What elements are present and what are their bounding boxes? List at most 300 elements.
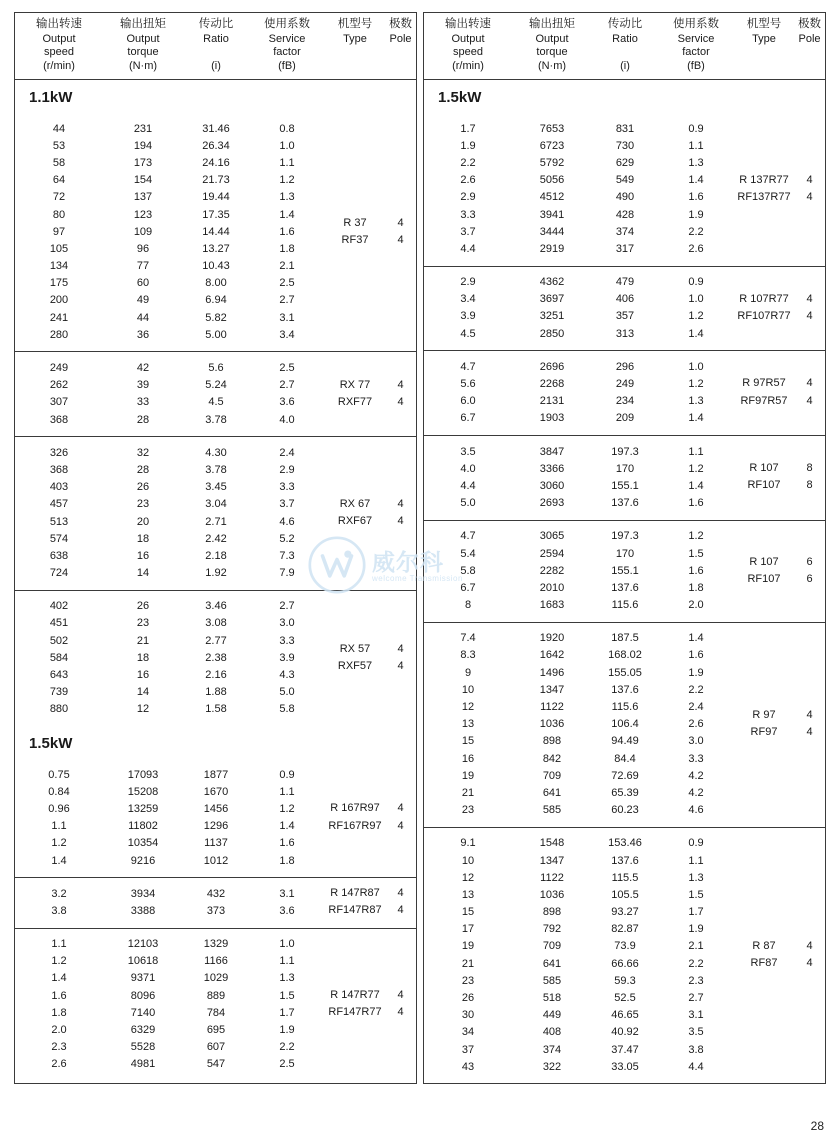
- column-header-cn: 输出转速: [36, 18, 82, 30]
- model-type: R 147R77: [330, 989, 380, 1002]
- block-spacer: [424, 427, 825, 435]
- cell-output-speed: 7.4: [460, 632, 476, 645]
- cell-service-factor: 2.5: [279, 362, 295, 375]
- column-header-en-2: [325, 46, 385, 60]
- cell-service-factor: 7.9: [279, 567, 295, 580]
- pole-count: 4: [397, 819, 404, 832]
- cell-ratio: 1012: [203, 854, 229, 867]
- cell-ratio: 24.16: [202, 156, 230, 169]
- pole-values: [385, 987, 416, 1021]
- cell-output-speed: 19: [461, 769, 475, 782]
- cell-output-speed: 3.9: [460, 310, 476, 323]
- cell-service-factor: 1.3: [688, 395, 704, 408]
- column-header-6: [794, 18, 825, 73]
- cell-ratio: 3.08: [205, 617, 227, 630]
- type-values: [734, 938, 794, 972]
- cell-output-speed: 2.6: [460, 174, 476, 187]
- cell-ratio: 1670: [203, 785, 229, 798]
- cell-output-torque: 23: [136, 617, 150, 630]
- cell-output-speed: 13: [461, 888, 475, 901]
- column-header-en-3: (N·m): [128, 59, 158, 72]
- cell-output-speed: 249: [49, 362, 69, 375]
- cell-ratio: 82.87: [611, 923, 639, 936]
- cell-service-factor: 1.9: [688, 666, 704, 679]
- cell-service-factor: 1.9: [688, 923, 704, 936]
- cell-output-torque: 14: [136, 686, 150, 699]
- cell-output-speed: 368: [49, 463, 69, 476]
- cell-output-speed: 739: [49, 686, 69, 699]
- type-block: [424, 350, 825, 435]
- cell-service-factor: 1.2: [688, 530, 704, 543]
- cell-output-torque: 3444: [539, 225, 565, 238]
- cell-service-factor: 1.3: [279, 191, 295, 204]
- type-pole-lines: [325, 215, 416, 249]
- cell-output-speed: 451: [49, 617, 69, 630]
- watermark-brand: 威尔科: [372, 549, 444, 575]
- cell-service-factor: 4.4: [688, 1060, 704, 1073]
- pole-count: 4: [397, 514, 404, 527]
- column-header-4: [249, 18, 325, 73]
- cell-service-factor: 1.0: [688, 360, 704, 373]
- cell-ratio: 31.46: [202, 122, 230, 135]
- cell-output-speed: 2.9: [460, 191, 476, 204]
- column-header-cn: 传动比: [607, 18, 643, 30]
- type-pole-group: [325, 444, 416, 582]
- cell-service-factor: 2.7: [279, 294, 295, 307]
- cell-ratio: 65.39: [611, 786, 639, 799]
- cell-output-torque: 42: [136, 362, 150, 375]
- model-type: R 137R77: [739, 173, 789, 186]
- cell-service-factor: 3.6: [279, 396, 295, 409]
- column-header-2: [103, 18, 183, 73]
- cell-service-factor: 3.0: [279, 617, 295, 630]
- cell-ratio: 1456: [203, 802, 229, 815]
- type-values: [325, 377, 385, 411]
- block-spacer: [15, 352, 416, 359]
- cell-service-factor: 2.5: [279, 277, 295, 290]
- watermark-tagline: welcome Transmission: [372, 574, 463, 583]
- column-header-en-2: speed: [44, 46, 74, 58]
- type-pole-group: [734, 630, 825, 819]
- cell-output-torque: 9371: [130, 972, 156, 985]
- cell-service-factor: 3.3: [279, 481, 295, 494]
- cell-output-speed: 12: [461, 871, 475, 884]
- cell-service-factor: 2.1: [688, 940, 704, 953]
- block-spacer: [424, 512, 825, 520]
- cell-output-torque: 842: [542, 752, 562, 765]
- cell-service-factor: 1.5: [688, 547, 704, 560]
- cell-service-factor: 4.2: [688, 769, 704, 782]
- cell-output-torque: 641: [542, 786, 562, 799]
- type-block: [15, 928, 416, 1082]
- column-header-en-2: [385, 46, 416, 60]
- type-pole-group: [734, 835, 825, 1076]
- cell-service-factor: 1.0: [279, 938, 295, 951]
- cell-output-torque: 3060: [539, 479, 565, 492]
- column-header-en-1: Type: [752, 32, 776, 45]
- cell-ratio: 2.16: [205, 669, 227, 682]
- cell-output-torque: 4362: [539, 276, 565, 289]
- model-type: RXF67: [337, 514, 373, 527]
- pole-count: 4: [806, 309, 813, 322]
- cell-ratio: 93.27: [611, 906, 639, 919]
- pole-values: [794, 554, 825, 588]
- cell-ratio: 1029: [203, 972, 229, 985]
- column-header-en-1: Pole: [389, 32, 412, 45]
- cell-service-factor: 1.2: [688, 310, 704, 323]
- pole-count: 4: [806, 292, 813, 305]
- cell-output-speed: 30: [461, 1009, 475, 1022]
- column-header-en-3: (N·m): [537, 59, 567, 72]
- cell-output-torque: 16: [136, 669, 150, 682]
- cell-ratio: 73.9: [614, 940, 636, 953]
- cell-service-factor: 4.6: [688, 804, 704, 817]
- pole-count: 4: [397, 659, 404, 672]
- cell-ratio: 374: [615, 225, 635, 238]
- type-pole-group: [325, 936, 416, 1074]
- rows-group: [424, 274, 825, 343]
- pole-count: 4: [397, 395, 404, 408]
- cell-service-factor: 5.0: [279, 686, 295, 699]
- cell-ratio: 296: [615, 360, 635, 373]
- cell-service-factor: 1.3: [688, 871, 704, 884]
- cell-output-speed: 15: [461, 735, 475, 748]
- cell-output-torque: 4512: [539, 191, 565, 204]
- cell-ratio: 831: [615, 122, 635, 135]
- cell-output-torque: 518: [542, 992, 562, 1005]
- block-spacer: [424, 521, 825, 528]
- cell-service-factor: 2.3: [688, 974, 704, 987]
- cell-output-torque: 2282: [539, 564, 565, 577]
- block-spacer: [424, 113, 825, 120]
- pole-count: 4: [806, 709, 813, 722]
- cell-output-speed: 26: [461, 992, 475, 1005]
- block-spacer: [15, 759, 416, 766]
- pole-count: 4: [806, 394, 813, 407]
- model-type: RX 77: [339, 378, 371, 391]
- cell-service-factor: 1.6: [688, 191, 704, 204]
- cell-output-speed: 513: [49, 515, 69, 528]
- cell-output-speed: 6.7: [460, 581, 476, 594]
- cell-service-factor: 2.7: [688, 992, 704, 1005]
- model-type: RF87: [750, 957, 778, 970]
- cell-ratio: 607: [206, 1041, 226, 1054]
- cell-service-factor: 1.4: [688, 632, 704, 645]
- cell-service-factor: 1.4: [688, 174, 704, 187]
- type-pole-lines: [734, 707, 825, 741]
- cell-output-torque: 1683: [539, 599, 565, 612]
- cell-ratio: 8.00: [205, 277, 227, 290]
- cell-output-torque: 322: [542, 1060, 562, 1073]
- cell-service-factor: 1.7: [279, 1006, 295, 1019]
- cell-output-speed: 53: [52, 139, 66, 152]
- cell-output-torque: 585: [542, 974, 562, 987]
- cell-output-torque: 1036: [539, 888, 565, 901]
- column-header-en-3: (fB): [687, 59, 705, 72]
- cell-ratio: 428: [615, 208, 635, 221]
- cell-service-factor: 1.0: [279, 139, 295, 152]
- block-spacer: [15, 591, 416, 598]
- cell-output-speed: 280: [49, 328, 69, 341]
- cell-output-speed: 1.9: [460, 139, 476, 152]
- cell-ratio: 37.47: [611, 1043, 639, 1056]
- cell-output-speed: 2.3: [51, 1041, 67, 1054]
- cell-output-torque: 10354: [127, 837, 159, 850]
- cell-output-speed: 3.8: [51, 904, 67, 917]
- cell-output-speed: 13: [461, 718, 475, 731]
- cell-ratio: 1137: [204, 837, 228, 850]
- pole-values: [794, 375, 825, 409]
- cell-service-factor: 1.6: [688, 564, 704, 577]
- column-header-4: [658, 18, 734, 73]
- cell-ratio: 2.42: [205, 532, 227, 545]
- model-type: RXF77: [337, 395, 373, 408]
- column-header-cn: 机型号: [746, 18, 782, 30]
- cell-ratio: 155.1: [611, 479, 639, 492]
- type-pole-group: [734, 120, 825, 258]
- cell-output-torque: 585: [542, 804, 562, 817]
- cell-output-speed: 307: [49, 396, 69, 409]
- block-spacer: [424, 267, 825, 274]
- cell-ratio: 66.66: [611, 957, 639, 970]
- cell-ratio: 3.04: [205, 498, 227, 511]
- cell-output-torque: 2010: [539, 581, 565, 594]
- pole-count: 6: [806, 555, 813, 568]
- cell-service-factor: 1.6: [688, 649, 704, 662]
- cell-ratio: 115.6: [611, 599, 639, 612]
- column-header-en-3: [734, 60, 794, 74]
- column-header-6: [385, 18, 416, 73]
- pole-values: [794, 460, 825, 494]
- cell-service-factor: 2.2: [279, 1041, 295, 1054]
- type-pole-lines: [325, 641, 416, 675]
- cell-service-factor: 1.6: [279, 225, 295, 238]
- type-values: [734, 460, 794, 494]
- cell-service-factor: 1.3: [279, 972, 295, 985]
- column-header-3: [592, 18, 658, 73]
- type-pole-group: [734, 528, 825, 614]
- cell-service-factor: 0.8: [279, 122, 295, 135]
- cell-output-speed: 16: [461, 752, 475, 765]
- cell-output-speed: 6.0: [460, 395, 476, 408]
- column-header-en-2: torque: [536, 46, 568, 58]
- cell-output-speed: 19: [461, 940, 475, 953]
- type-pole-lines: [734, 375, 825, 409]
- type-pole-lines: [734, 172, 825, 206]
- cell-output-torque: 123: [133, 208, 153, 221]
- block-spacer: [424, 258, 825, 266]
- column-header-cn: 使用系数: [264, 18, 310, 30]
- table-header-left: [15, 13, 416, 80]
- cell-service-factor: 1.1: [688, 854, 704, 867]
- cell-output-torque: 898: [542, 906, 562, 919]
- cell-service-factor: 1.1: [688, 139, 704, 152]
- cell-service-factor: 3.1: [279, 311, 295, 324]
- type-block: [424, 827, 825, 1084]
- type-pole-lines: [325, 885, 416, 919]
- table-header-right: [424, 13, 825, 80]
- model-type: R 107: [749, 462, 779, 475]
- cell-output-speed: 5.6: [460, 378, 476, 391]
- cell-ratio: 432: [206, 887, 226, 900]
- cell-output-torque: 2693: [539, 497, 565, 510]
- cell-output-speed: 2.2: [460, 156, 476, 169]
- cell-service-factor: 7.3: [279, 549, 295, 562]
- cell-ratio: 1166: [204, 955, 228, 968]
- cell-output-torque: 6723: [539, 139, 565, 152]
- block-spacer: [15, 437, 416, 444]
- model-type: RF137R77: [737, 190, 791, 203]
- cell-ratio: 5.24: [205, 379, 227, 392]
- cell-output-torque: 11802: [128, 820, 158, 833]
- cell-output-speed: 724: [49, 567, 69, 580]
- type-pole-group: [325, 598, 416, 718]
- cell-ratio: 1.92: [205, 567, 227, 580]
- cell-output-torque: 2850: [539, 327, 565, 340]
- cell-output-speed: 402: [49, 600, 69, 613]
- type-values: [325, 496, 385, 530]
- cell-ratio: 106.4: [611, 718, 639, 731]
- cell-ratio: 168.02: [608, 649, 642, 662]
- cell-output-speed: 368: [49, 413, 69, 426]
- block-spacer: [424, 819, 825, 827]
- block-spacer: [15, 920, 416, 928]
- cell-service-factor: 2.9: [279, 463, 295, 476]
- cell-ratio: 94.49: [611, 735, 639, 748]
- cell-output-torque: 5056: [539, 174, 565, 187]
- column-header-en-1: Pole: [798, 32, 821, 45]
- type-block: [15, 436, 416, 590]
- cell-output-torque: 4981: [130, 1058, 156, 1071]
- column-header-5: [325, 18, 385, 73]
- cell-output-speed: 326: [49, 446, 69, 459]
- cell-output-speed: 5.0: [460, 497, 476, 510]
- pole-count: 8: [806, 462, 813, 475]
- type-block: [424, 435, 825, 520]
- cell-output-torque: 1347: [539, 683, 565, 696]
- block-spacer: [15, 929, 416, 936]
- cell-service-factor: 1.8: [279, 242, 295, 255]
- block-spacer: [424, 1075, 825, 1083]
- cell-output-torque: 9216: [130, 854, 156, 867]
- pole-values: [385, 215, 416, 249]
- cell-ratio: 197.3: [611, 445, 639, 458]
- cell-ratio: 2.71: [205, 515, 227, 528]
- type-pole-group: [325, 359, 416, 428]
- cell-output-torque: 36: [136, 328, 150, 341]
- cell-output-torque: 23: [136, 498, 150, 511]
- cell-service-factor: 1.1: [279, 955, 295, 968]
- cell-output-speed: 1.1: [51, 820, 67, 833]
- cell-output-torque: 1496: [539, 666, 565, 679]
- page-number: 28: [810, 1119, 824, 1133]
- cell-service-factor: 1.8: [279, 854, 295, 867]
- cell-service-factor: 1.6: [279, 837, 295, 850]
- block-spacer: [15, 113, 416, 120]
- cell-service-factor: 5.8: [279, 703, 295, 716]
- rows-group: [424, 835, 825, 1076]
- cell-output-torque: 3251: [539, 310, 565, 323]
- cell-output-torque: 1920: [539, 632, 565, 645]
- cell-ratio: 3.78: [205, 413, 227, 426]
- cell-service-factor: 1.1: [688, 445, 704, 458]
- cell-output-torque: 1548: [539, 837, 565, 850]
- cell-output-torque: 6329: [130, 1024, 156, 1037]
- cell-ratio: 1296: [203, 820, 229, 833]
- model-type: RF97R57: [740, 394, 788, 407]
- column-header-cn: 输出转速: [445, 18, 491, 30]
- cell-output-torque: 39: [136, 379, 150, 392]
- cell-output-torque: 449: [542, 1009, 562, 1022]
- cell-service-factor: 2.6: [688, 718, 704, 731]
- cell-ratio: 5.00: [205, 328, 227, 341]
- cell-ratio: 187.5: [611, 632, 639, 645]
- cell-ratio: 170: [615, 547, 635, 560]
- cell-service-factor: 1.8: [688, 581, 704, 594]
- cell-service-factor: 3.0: [688, 735, 704, 748]
- cell-service-factor: 1.1: [279, 785, 295, 798]
- cell-output-torque: 21: [136, 634, 150, 647]
- pole-count: 4: [397, 1006, 404, 1019]
- cell-output-speed: 1.2: [51, 955, 67, 968]
- model-type: R 107R77: [739, 292, 789, 305]
- cell-output-torque: 109: [133, 225, 153, 238]
- cell-output-speed: 2.9: [460, 276, 476, 289]
- pole-count: 6: [806, 572, 813, 585]
- cell-ratio: 209: [615, 412, 635, 425]
- cell-service-factor: 4.6: [279, 515, 295, 528]
- cell-output-speed: 2.0: [51, 1024, 67, 1037]
- pole-count: 4: [397, 378, 404, 391]
- cell-service-factor: 1.3: [688, 156, 704, 169]
- cell-service-factor: 2.2: [688, 225, 704, 238]
- cell-service-factor: 2.7: [279, 600, 295, 613]
- cell-output-speed: 638: [49, 549, 69, 562]
- pole-count: 4: [397, 989, 404, 1002]
- cell-output-speed: 10: [461, 854, 475, 867]
- model-type: RF97: [750, 726, 778, 739]
- cell-service-factor: 1.2: [279, 802, 295, 815]
- cell-output-speed: 0.96: [48, 802, 70, 815]
- cell-output-torque: 154: [133, 174, 153, 187]
- cell-service-factor: 2.2: [688, 683, 704, 696]
- pole-count: 4: [806, 939, 813, 952]
- cell-output-speed: 4.4: [460, 479, 476, 492]
- block-spacer: [424, 342, 825, 350]
- column-header-en-3: [385, 60, 416, 74]
- model-type: R 87: [752, 939, 776, 952]
- cell-ratio: 4.30: [205, 446, 227, 459]
- cell-ratio: 629: [615, 156, 635, 169]
- type-values: [325, 215, 385, 249]
- cell-output-speed: 262: [49, 379, 69, 392]
- cell-ratio: 549: [615, 174, 635, 187]
- cell-ratio: 153.46: [608, 837, 642, 850]
- cell-output-speed: 10: [461, 683, 475, 696]
- cell-ratio: 72.69: [611, 769, 639, 782]
- cell-output-torque: 5792: [539, 156, 565, 169]
- column-header-3: [183, 18, 249, 73]
- cell-output-torque: 8096: [130, 989, 156, 1002]
- cell-ratio: 784: [206, 1006, 226, 1019]
- model-type: R 97R57: [742, 377, 786, 390]
- cell-output-torque: 26: [136, 600, 150, 613]
- cell-output-speed: 3.4: [460, 293, 476, 306]
- cell-ratio: 59.3: [614, 974, 636, 987]
- type-pole-lines: [325, 800, 416, 834]
- cell-ratio: 1.58: [205, 703, 227, 716]
- cell-service-factor: 1.5: [688, 888, 704, 901]
